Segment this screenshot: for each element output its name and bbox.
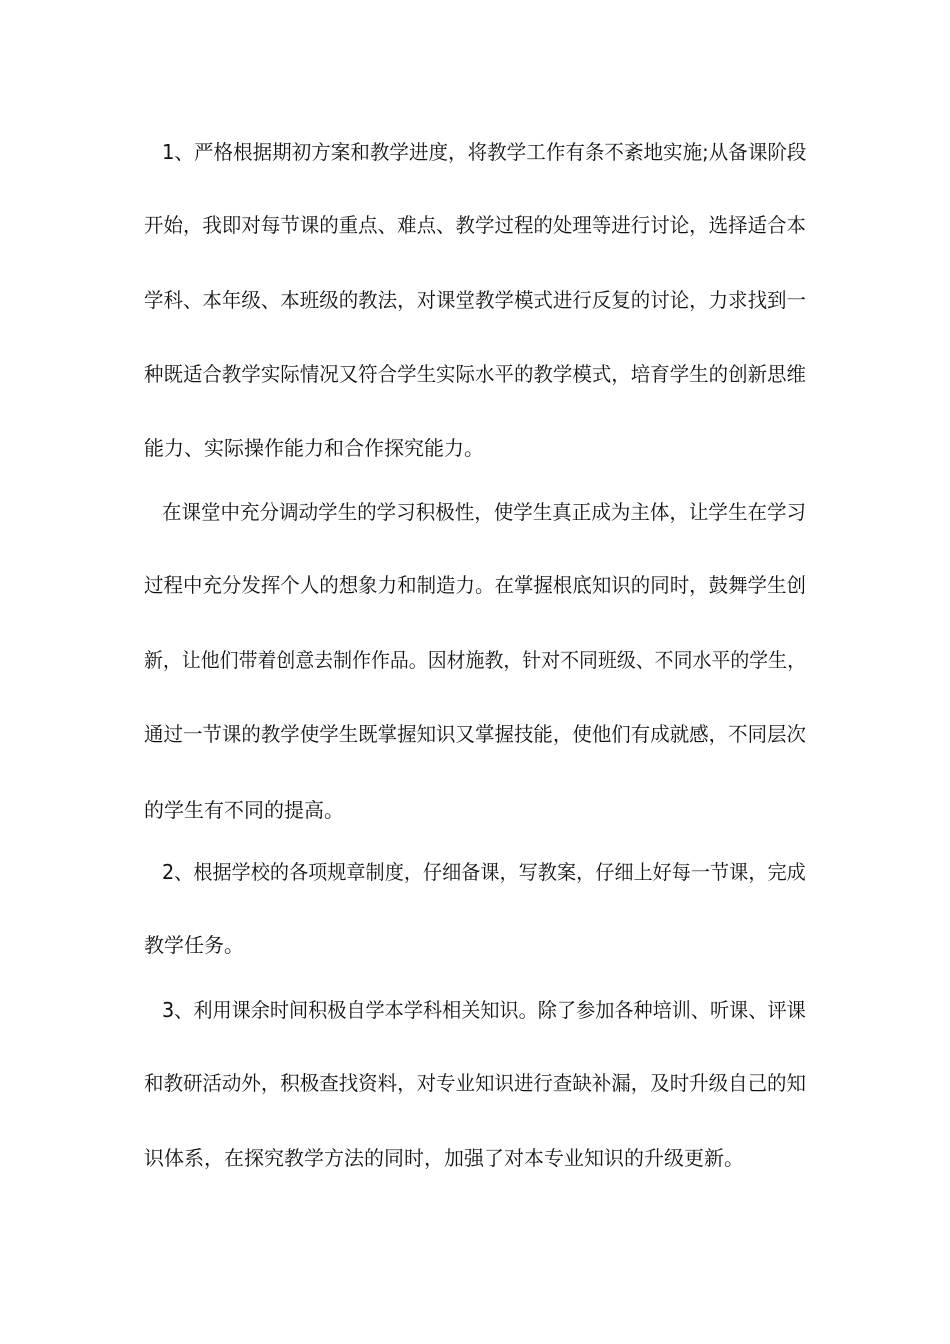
text-line: 的学生有不同的提高。: [144, 798, 344, 822]
text-line: 种既适合教学实际情况又符合学生实际水平的教学模式，培育学生的创新思维: [144, 362, 806, 386]
text-line: 开始，我即对每节课的重点、难点、教学过程的处理等进行讨论，选择适合本: [144, 213, 806, 237]
text-line: 学科、本年级、本班级的教法，对课堂教学模式进行反复的讨论，力求找到一: [144, 288, 806, 312]
text-line: 和教研活动外，积极查找资料，对专业知识进行查缺补漏，及时升级自己的知: [144, 1071, 806, 1095]
text-line: 3、利用课余时间积极自学本学科相关知识。除了参加各种培训、听课、评课: [162, 998, 806, 1022]
text-line: 教学任务。: [144, 933, 244, 957]
text-line: 能力、实际操作能力和合作探究能力。: [144, 436, 484, 460]
text-line: 2、根据学校的各项规章制度，仔细备课，写教案，仔细上好每一节课，完成: [162, 860, 806, 884]
text-line: 识体系，在探究教学方法的同时，加强了对本专业知识的升级更新。: [144, 1146, 744, 1170]
text-line: 新，让他们带着创意去制作作品。因材施教，针对不同班级、不同水平的学生，: [144, 648, 806, 672]
text-line: 通过一节课的教学使学生既掌握知识又掌握技能，使他们有成就感，不同层次: [144, 722, 806, 746]
text-line: 1、严格根据期初方案和教学进度，将教学工作有条不紊地实施;从备课阶段: [162, 140, 807, 164]
text-line: 过程中充分发挥个人的想象力和制造力。在掌握根底知识的同时，鼓舞学生创: [144, 573, 806, 597]
text-line: 在课堂中充分调动学生的学习积极性，使学生真正成为主体，让学生在学习: [162, 500, 806, 524]
